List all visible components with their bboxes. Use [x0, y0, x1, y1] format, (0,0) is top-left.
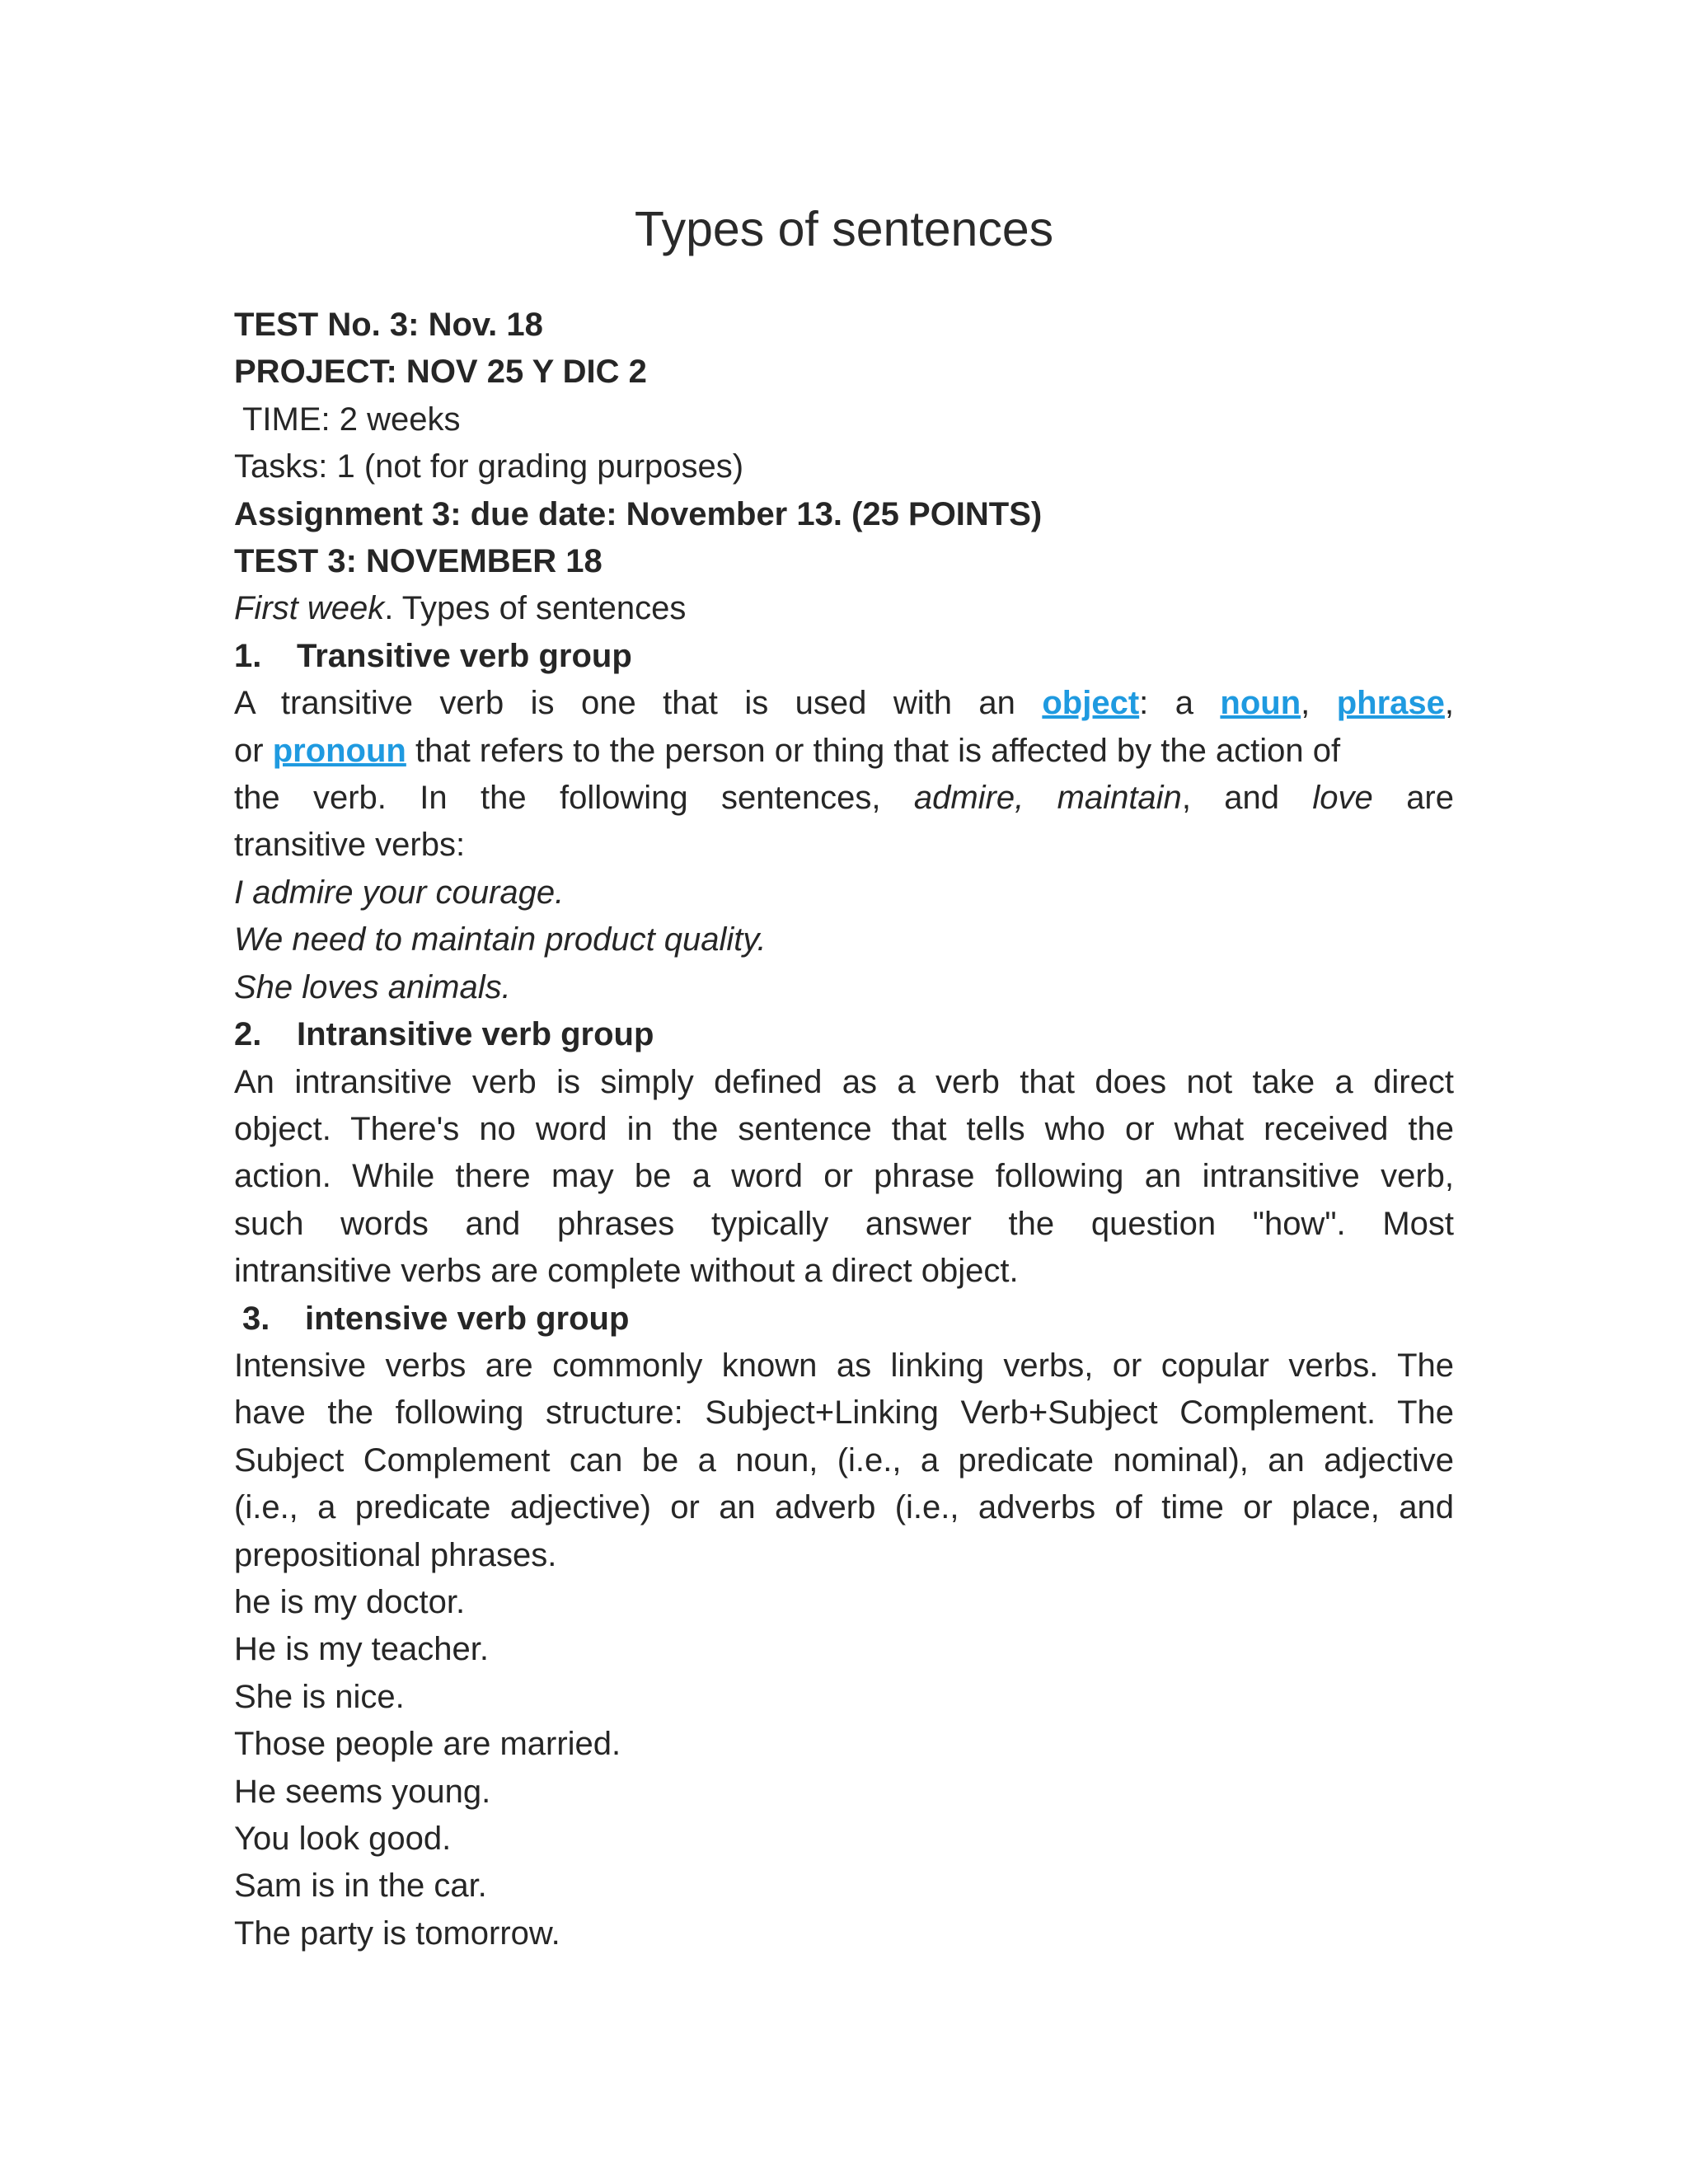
section3-example: You look good. [234, 1821, 452, 1857]
section2-line: An intransitive verb is simply defined as a verb that does not take a direct [234, 1063, 1454, 1100]
test3-line: TEST 3: NOVEMBER 18 [234, 543, 603, 580]
section1-text: that refers to the person or thing that is affected by the action of [406, 732, 1341, 769]
noun-link[interactable]: noun [1220, 685, 1301, 722]
section2-line: object. There's no word in the sentence that tells who or what received the [234, 1110, 1454, 1147]
section3-line: (i.e., a predicate adjective) or an adverb (i.e., adverbs of time or place, and [234, 1489, 1454, 1526]
section3-heading [234, 1296, 1454, 1343]
section3-example: She is nice. [234, 1678, 405, 1715]
tasks-line: Tasks: 1 (not for grading purposes) [234, 448, 744, 485]
section1-text: , [1444, 685, 1454, 722]
object-link[interactable]: object [1042, 685, 1140, 722]
section3-line: Subject Complement can be a noun, (i.e., a predicate nominal), an adjective [234, 1441, 1454, 1479]
section3-example: He is my teacher. [234, 1631, 490, 1668]
section1-line1 [234, 680, 1454, 727]
document-title: Types of sentences [634, 202, 1054, 256]
phrase-link[interactable]: phrase [1336, 685, 1445, 722]
section3-example: He seems young. [234, 1773, 491, 1810]
section1-title: Transitive verb group [297, 637, 632, 674]
section1-text: are [1372, 780, 1455, 817]
section1-text: , [1301, 685, 1337, 722]
section1-italic-verbs: admire, maintain [913, 780, 1182, 817]
section1-line3 [234, 775, 1454, 822]
section1-text: the verb. In the following sentences, [234, 780, 914, 817]
section1-text: or [234, 732, 273, 769]
section3-example: he is my doctor. [234, 1583, 466, 1620]
section3-line: prepositional phrases. [234, 1536, 557, 1573]
section1-number: 1. [234, 637, 262, 674]
section1-heading [234, 633, 1454, 680]
section2-number: 2. [234, 1016, 262, 1053]
test-line: TEST No. 3: Nov. 18 [234, 307, 543, 343]
project-line: PROJECT: NOV 25 Y DIC 2 [234, 354, 647, 391]
section2-title: Intransitive verb group [297, 1016, 654, 1053]
section1-example: She loves animals. [234, 968, 511, 1005]
section1-text: : a [1139, 685, 1221, 722]
pronoun-link[interactable]: pronoun [272, 732, 406, 769]
first-week-rest: . Types of sentences [384, 590, 687, 627]
section2-line: action. While there may be a word or phrase following an intransitive verb, [234, 1158, 1454, 1195]
section1-text: , and [1181, 780, 1313, 817]
section3-line: Intensive verbs are commonly known as linking verbs, or copular verbs. The [234, 1347, 1454, 1384]
section3-line: have the following structure: Subject+Linking Verb+Subject Complement. The [234, 1394, 1454, 1432]
assignment-line: Assignment 3: due date: November 13. (25 POINTS) [234, 495, 1043, 532]
section3-example: Sam is in the car. [234, 1868, 487, 1905]
section2-heading [234, 1011, 1454, 1058]
section2-line: such words and phrases typically answer the question "how". Most [234, 1205, 1454, 1242]
section1-text: A transitive verb is one that is used with an [234, 685, 1043, 722]
first-week-line [234, 585, 1454, 632]
section1-example: We need to maintain product quality. [234, 921, 767, 958]
section3-example: The party is tomorrow. [234, 1915, 560, 1952]
section1-line4: transitive verbs: [234, 827, 466, 864]
section3-title: intensive verb group [305, 1300, 630, 1337]
document-body [234, 302, 1454, 1957]
time-line: TIME: 2 weeks [242, 401, 461, 438]
section1-example: I admire your courage. [234, 874, 565, 911]
section3-example: Those people are married. [234, 1726, 621, 1763]
section1-italic-verb: love [1312, 780, 1373, 817]
section1-line2 [234, 728, 1454, 775]
section2-line: intransitive verbs are complete without a direct object. [234, 1253, 1019, 1290]
first-week-label: First week [234, 590, 385, 627]
section3-number: 3. [242, 1300, 270, 1337]
